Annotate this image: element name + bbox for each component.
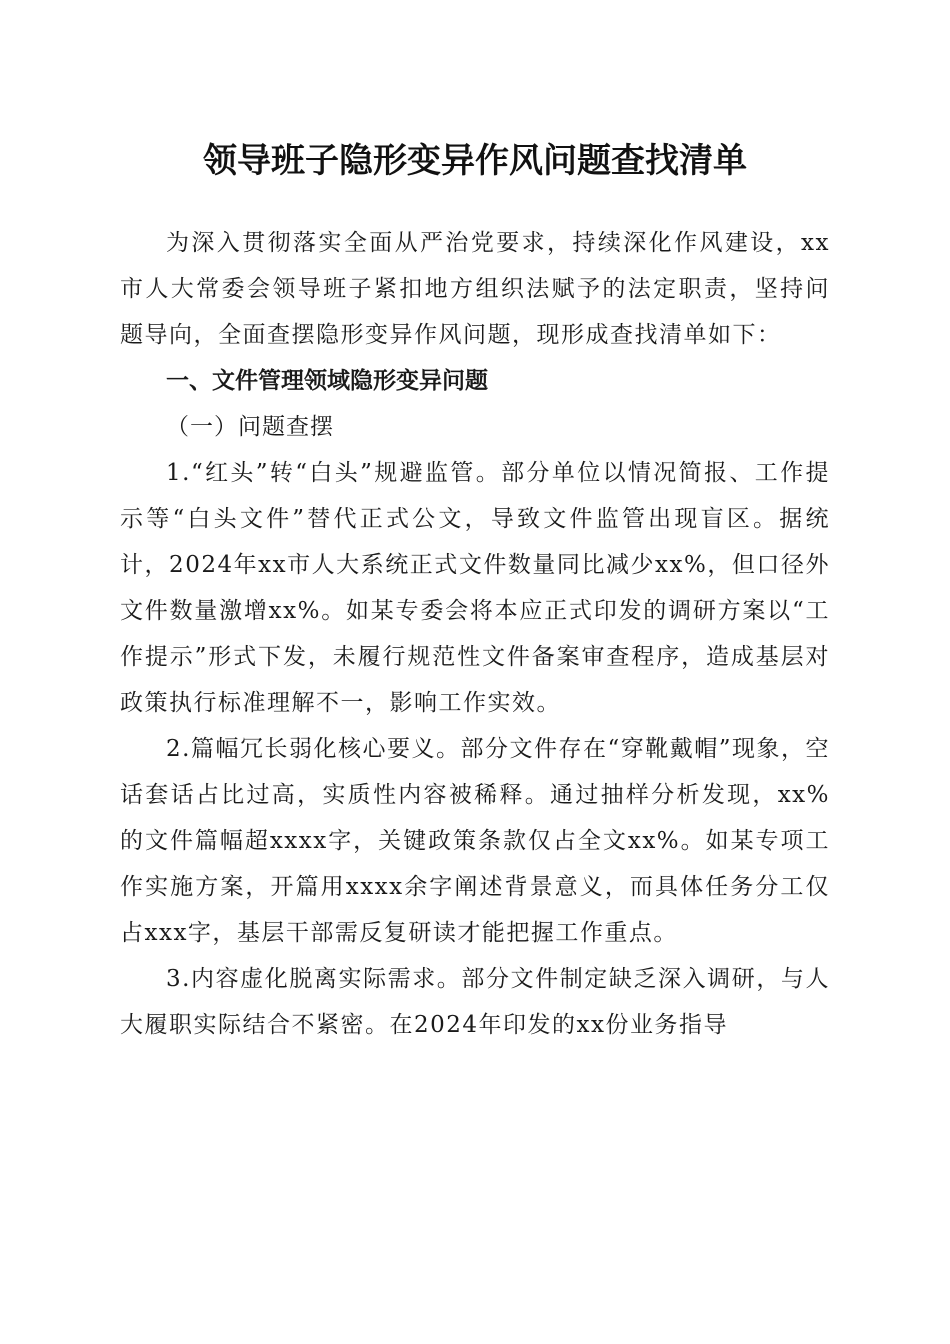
section-heading: 一、文件管理领域隐形变异问题 xyxy=(166,368,488,394)
document-body xyxy=(120,220,830,1048)
subsection-heading: （一）问题查摆 xyxy=(166,414,334,440)
intro-paragraph: 为深入贯彻落实全面从严治党要求，持续深化作风建设，xx市人大常委会领导班子紧扣地方组织法赋予的法定职责，坚持问题导向，全面查摆隐形变异作风问题，现形成查找清单如下： xyxy=(120,230,830,348)
document-title: 领导班子隐形变异作风问题查找清单 xyxy=(203,141,747,181)
item-paragraph-3: 3.内容虚化脱离实际需求。部分文件制定缺乏深入调研，与人大履职实际结合不紧密。在2024年印发的xx份业务指导 xyxy=(120,966,830,1038)
item-paragraph-2: 2.篇幅冗长弱化核心要义。部分文件存在“穿靴戴帽”现象，空话套话占比过高，实质性内容被稀释。通过抽样分析发现，xx%的文件篇幅超xxxx字，关键政策条款仅占全文xx%。如某专项工作实施方案，开篇用xxxx余字阐述背景意义，而具体任务分工仅占xxx字，基层干部需反复研读才能把握工作重点。 xyxy=(120,736,830,946)
item-paragraph-1: 1.“红头”转“白头”规避监管。部分单位以情况简报、工作提示等“白头文件”替代正式公文，导致文件监管出现盲区。据统计，2024年xx市人大系统正式文件数量同比减少xx%，但口径外文件数量激增xx%。如某专委会将本应正式印发的调研方案以“工作提示”形式下发，未履行规范性文件备案审查程序，造成基层对政策执行标准理解不一，影响工作实效。 xyxy=(120,460,830,716)
